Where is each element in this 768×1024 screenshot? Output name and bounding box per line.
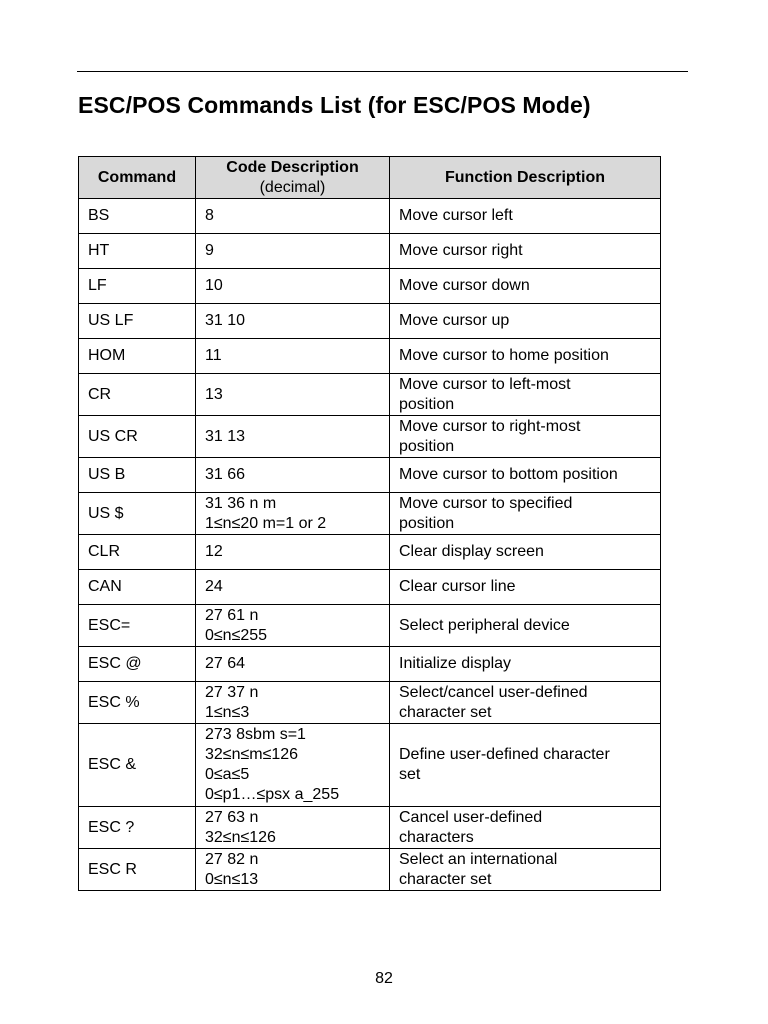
table-row	[79, 304, 661, 339]
table-row	[79, 339, 661, 374]
code-line: 27 61 n	[205, 606, 259, 624]
function-line: Clear cursor line	[399, 578, 516, 595]
table-row	[79, 234, 661, 269]
cell-code-description	[196, 199, 390, 234]
code-line: 1≤n≤20 m=1 or 2	[205, 514, 327, 532]
cell-code-description	[196, 269, 390, 304]
cell-function-description	[390, 570, 661, 605]
cell-command: HT	[79, 234, 196, 269]
code-line: 31 13	[205, 427, 246, 445]
function-line: Select/cancel user-defined	[399, 683, 588, 701]
cell-function-description	[390, 416, 661, 458]
cell-command: ESC @	[79, 647, 196, 682]
code-line: 8	[205, 207, 214, 224]
code-line: 10	[205, 277, 223, 294]
cell-function-description	[390, 339, 661, 374]
cell-code-description	[196, 416, 390, 458]
function-line: Select an international	[399, 850, 558, 868]
table-row	[79, 605, 661, 647]
code-line: 27 37 n	[205, 683, 259, 701]
table-row	[79, 458, 661, 493]
function-line: position	[399, 437, 455, 455]
cell-function-description	[390, 724, 661, 807]
commands-table	[78, 156, 661, 891]
code-line: 0≤n≤13	[205, 870, 259, 888]
function-line: Move cursor to right-most	[399, 417, 581, 435]
function-line: Move cursor to left-most	[399, 375, 571, 393]
cell-command: US $	[79, 493, 196, 535]
code-line: 0≤n≤255	[205, 626, 268, 644]
cell-function-description	[390, 682, 661, 724]
table-row	[79, 682, 661, 724]
header-code-sublabel: (decimal)	[259, 178, 326, 196]
cell-code-description	[196, 682, 390, 724]
function-line: Move cursor to home position	[399, 347, 609, 364]
code-line: 11	[205, 347, 222, 364]
cell-code-description	[196, 374, 390, 416]
code-line: 32≤n≤m≤126	[205, 746, 299, 763]
cell-code-description	[196, 339, 390, 374]
table-row	[79, 269, 661, 304]
code-line: 0≤a≤5	[205, 766, 250, 783]
cell-function-description	[390, 493, 661, 535]
code-line: 27 64	[205, 655, 246, 672]
cell-command: US LF	[79, 304, 196, 339]
cell-code-description	[196, 304, 390, 339]
cell-command: ESC %	[79, 682, 196, 724]
page-number: 82	[375, 970, 393, 987]
cell-command: US B	[79, 458, 196, 493]
table-row	[79, 724, 661, 807]
cell-code-description	[196, 458, 390, 493]
cell-command: CLR	[79, 535, 196, 570]
cell-function-description	[390, 304, 661, 339]
code-line: 31 10	[205, 312, 246, 329]
table-row	[79, 374, 661, 416]
cell-command: LF	[79, 269, 196, 304]
cell-function-description	[390, 269, 661, 304]
code-line: 27 82 n	[205, 850, 259, 868]
cell-command: ESC=	[79, 605, 196, 647]
function-line: character set	[399, 703, 492, 721]
cell-function-description	[390, 374, 661, 416]
cell-command: HOM	[79, 339, 196, 374]
table-row	[79, 416, 661, 458]
cell-function-description	[390, 234, 661, 269]
function-line: Move cursor to bottom position	[399, 466, 618, 483]
cell-code-description	[196, 849, 390, 891]
cell-command: CAN	[79, 570, 196, 605]
function-line: position	[399, 395, 455, 413]
table-header-row	[79, 157, 661, 199]
function-line: Move cursor up	[399, 312, 510, 329]
code-line: 1≤n≤3	[205, 703, 250, 721]
table-row	[79, 807, 661, 849]
header-code-description	[196, 157, 390, 199]
function-line: position	[399, 514, 455, 532]
function-line: Define user-defined character	[399, 746, 610, 763]
table-row	[79, 570, 661, 605]
code-line: 32≤n≤126	[205, 828, 276, 846]
cell-function-description	[390, 458, 661, 493]
function-line: Clear display screen	[399, 543, 544, 560]
cell-code-description	[196, 605, 390, 647]
page-title: ESC/POS Commands List (for ESC/POS Mode)	[78, 92, 591, 118]
table-row	[79, 535, 661, 570]
cell-command: US CR	[79, 416, 196, 458]
code-line: 24	[205, 578, 223, 595]
cell-code-description	[196, 535, 390, 570]
cell-code-description	[196, 724, 390, 807]
cell-code-description	[196, 807, 390, 849]
code-line: 31 66	[205, 466, 246, 483]
header-function: Function Description	[390, 157, 661, 199]
top-rule	[77, 71, 688, 72]
cell-command: ESC ?	[79, 807, 196, 849]
cell-code-description	[196, 570, 390, 605]
code-line: 27 63 n	[205, 808, 259, 826]
cell-function-description	[390, 807, 661, 849]
cell-command: ESC &	[79, 724, 196, 807]
header-command: Command	[79, 157, 196, 199]
function-line: Initialize display	[399, 655, 512, 672]
cell-function-description	[390, 535, 661, 570]
cell-function-description	[390, 605, 661, 647]
function-line: Cancel user-defined	[399, 808, 543, 826]
table-row	[79, 493, 661, 535]
function-line: Move cursor right	[399, 242, 523, 259]
cell-command: BS	[79, 199, 196, 234]
code-line: 273 8sbm s=1	[205, 726, 306, 743]
function-line: Move cursor left	[399, 207, 513, 224]
cell-command: ESC R	[79, 849, 196, 891]
function-line: Move cursor to specified	[399, 494, 573, 512]
function-line: Move cursor down	[399, 277, 530, 294]
cell-code-description	[196, 493, 390, 535]
cell-function-description	[390, 849, 661, 891]
code-line: 0≤p1…≤psx a_255	[205, 786, 340, 803]
cell-function-description	[390, 199, 661, 234]
function-line: characters	[399, 828, 474, 846]
cell-command: CR	[79, 374, 196, 416]
function-line: character set	[399, 870, 492, 888]
table-row	[79, 647, 661, 682]
code-line: 9	[205, 242, 214, 259]
table-row	[79, 199, 661, 234]
header-code-label: Code Description	[226, 158, 359, 176]
table-body	[79, 199, 661, 891]
function-line: Select peripheral device	[399, 616, 570, 634]
cell-function-description	[390, 647, 661, 682]
cell-code-description	[196, 234, 390, 269]
code-line: 31 36 n m	[205, 494, 277, 512]
cell-code-description	[196, 647, 390, 682]
function-line: set	[399, 766, 421, 783]
table-row	[79, 849, 661, 891]
code-line: 13	[205, 385, 223, 403]
code-line: 12	[205, 543, 223, 560]
